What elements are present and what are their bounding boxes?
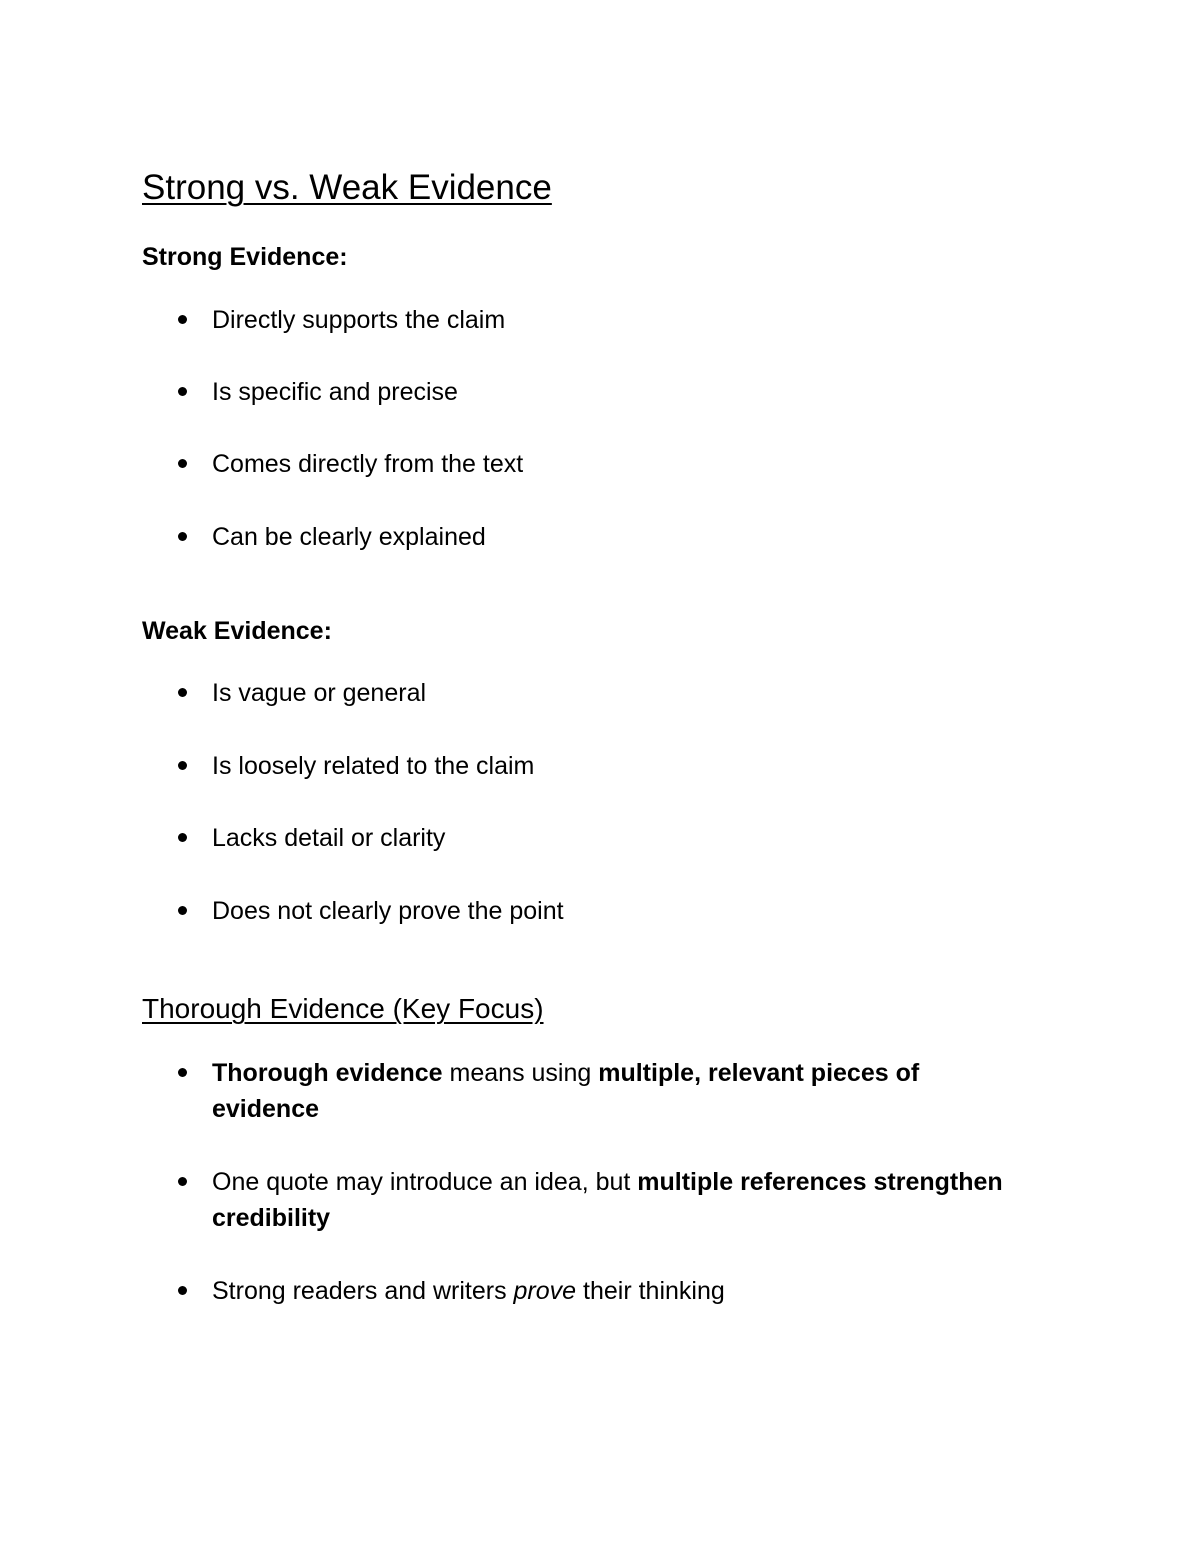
bullet-icon: [178, 688, 187, 697]
list-item: Is specific and precise: [178, 374, 1018, 410]
list-item: Is vague or general: [178, 675, 1018, 711]
list-item: Does not clearly prove the point: [178, 893, 1018, 929]
list-item: Is loosely related to the claim: [178, 748, 1018, 784]
bullet-icon: [178, 1286, 187, 1295]
bullet-icon: [178, 387, 187, 396]
list-item: Can be clearly explained: [178, 519, 1018, 555]
bullet-icon: [178, 1177, 187, 1186]
bullet-icon: [178, 1068, 187, 1077]
list-item: Strong readers and writers prove their thinking: [178, 1273, 1018, 1309]
bullet-icon: [178, 315, 187, 324]
bullet-icon: [178, 459, 187, 468]
list-item: Directly supports the claim: [178, 302, 1018, 338]
list-item: One quote may introduce an idea, but multiple references strengthen credibility: [178, 1164, 1018, 1236]
bullet-icon: [178, 532, 187, 541]
weak-evidence-label: Weak Evidence:: [142, 617, 332, 645]
strong-evidence-label: Strong Evidence:: [142, 243, 348, 271]
bold-text: multiple, relevant pieces of evidence: [212, 1059, 920, 1123]
bullet-icon: [178, 906, 187, 915]
bullet-icon: [178, 833, 187, 842]
bullet-icon: [178, 761, 187, 770]
thorough-evidence-heading: Thorough Evidence (Key Focus): [142, 993, 544, 1024]
list-item: Lacks detail or clarity: [178, 820, 1018, 856]
list-item: Thorough evidence means using multiple, relevant pieces of evidence: [178, 1055, 1018, 1127]
list-item: Comes directly from the text: [178, 446, 1018, 482]
page-title: Strong vs. Weak Evidence: [142, 168, 552, 207]
italic-text: prove: [513, 1277, 577, 1305]
bold-text: Thorough evidence: [212, 1059, 443, 1087]
bold-text: multiple references strengthen credibility: [212, 1168, 1003, 1232]
